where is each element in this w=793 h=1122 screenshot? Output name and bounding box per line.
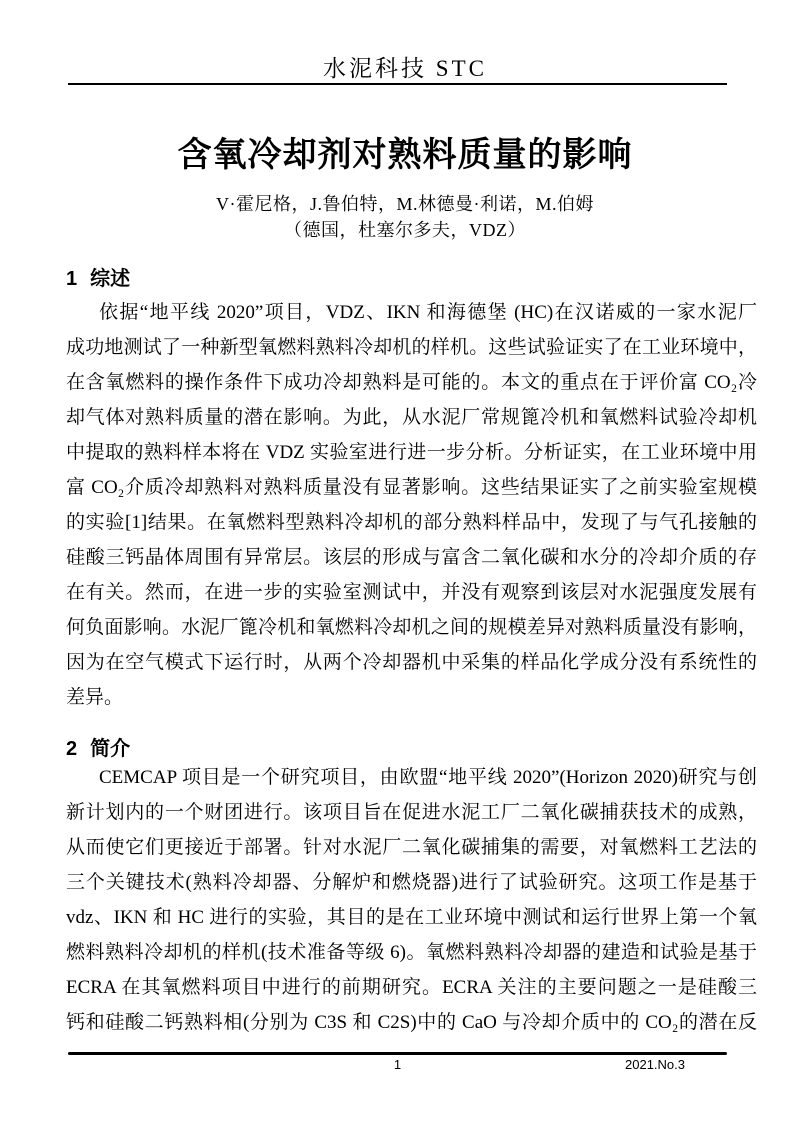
paragraph-line: 因为在空气模式下运行时，从两个冷却器机中采集的样品化学成分没有系统性的 bbox=[66, 652, 757, 673]
paragraph-line: 三个关键技术(熟料冷却器、分解炉和燃烧器)进行了试验研究。这项工作是基于 bbox=[66, 872, 757, 893]
section-1-number: 1 bbox=[66, 268, 78, 290]
article-byline: V·霍尼格，J.鲁伯特，M.林德曼·利诺，M.伯姆 bbox=[215, 194, 594, 214]
section-1-heading bbox=[66, 262, 130, 291]
header-rule bbox=[68, 83, 727, 85]
paragraph-line: 燃料熟料冷却机的样机(技术准备等级 6)。氧燃料熟料冷却器的建造和试验是基于 bbox=[66, 942, 757, 963]
paragraph-line: 钙和硅酸二钙熟料相(分别为 C3S 和 C2S)中的 CaO 与冷却介质中的 CO₂的潜在反 bbox=[66, 1012, 757, 1033]
article-title: 含氧冷却剂对熟料质量的影响 bbox=[177, 136, 633, 174]
paragraph-line: 富 CO₂介质冷却熟料对熟料质量没有显著影响。这些结果证实了之前实验室规模 bbox=[66, 477, 757, 498]
section-2-title: 简介 bbox=[90, 738, 131, 760]
paragraph-line: ECRA 在其氧燃料项目中进行的前期研究。ECRA 关注的主要问题之一是硅酸三 bbox=[66, 977, 757, 998]
paragraph-line: 依据“地平线 2020”项目，VDZ、IKN 和海德堡 (HC)在汉诺威的一家水泥厂 bbox=[99, 302, 757, 323]
paragraph-line: 中提取的熟料样本将在 VDZ 实验室进行进一步分析。分析证实，在工业环境中用 bbox=[66, 442, 757, 463]
paragraph-line: 硅酸三钙晶体周围有异常层。该层的形成与富含二氧化碳和水分的冷却介质的存 bbox=[66, 547, 757, 568]
paragraph-line: 差异。 bbox=[66, 687, 124, 708]
section-2-paragraph bbox=[66, 760, 757, 1040]
article-affiliation: （德国，杜塞尔多夫，VDZ） bbox=[284, 220, 526, 240]
paragraph-line: 在有关。然而，在进一步的实验室测试中，并没有观察到该层对水泥强度发展有 bbox=[66, 582, 757, 603]
paragraph-line: 的实验[1]结果。在氧燃料型熟料冷却机的部分熟料样品中，发现了与气孔接触的 bbox=[66, 512, 757, 533]
footer bbox=[68, 1057, 727, 1075]
paragraph-line: 新计划内的一个财团进行。该项目旨在促进水泥工厂二氧化碳捕获技术的成熟， bbox=[66, 802, 757, 823]
paragraph-line: 在含氧燃料的操作条件下成功冷却熟料是可能的。本文的重点在于评价富 CO₂冷 bbox=[66, 372, 757, 393]
section-1-paragraph bbox=[66, 295, 757, 715]
section-2-heading bbox=[66, 732, 130, 761]
section-1-title: 综述 bbox=[90, 268, 131, 290]
footer-page-number: 1 bbox=[393, 1057, 402, 1072]
paragraph-line: vdz、IKN 和 HC 进行的实验，其目的是在工业环境中测试和运行世界上第一个氧 bbox=[66, 907, 757, 928]
paragraph-line: 何负面影响。水泥厂篦冷机和氧燃料冷却机之间的规模差异对熟料质量没有影响， bbox=[66, 617, 757, 638]
paragraph-line: 成功地测试了一种新型氧燃料熟料冷却机的样机。这些试验证实了在工业环境中， bbox=[66, 337, 757, 358]
journal-title: 水泥科技 STC bbox=[323, 56, 487, 81]
footer-issue-label: 2021.No.3 bbox=[625, 1057, 685, 1072]
paragraph-line: CEMCAP 项目是一个研究项目，由欧盟“地平线 2020”(Horizon 2020)研究与创 bbox=[99, 767, 757, 788]
footer-rule bbox=[68, 1052, 727, 1055]
section-2-number: 2 bbox=[66, 738, 78, 760]
paragraph-line: 从而使它们更接近于部署。针对水泥厂二氧化碳捕集的需要，对氧燃料工艺法的 bbox=[66, 837, 757, 858]
paragraph-line: 却气体对熟料质量的潜在影响。为此，从水泥厂常规篦冷机和氧燃料试验冷却机 bbox=[66, 407, 757, 428]
